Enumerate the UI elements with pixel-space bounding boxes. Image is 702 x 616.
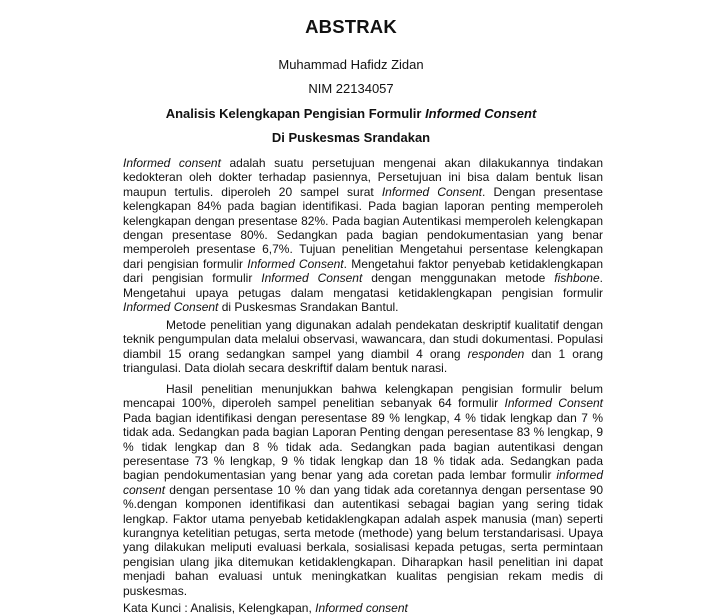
abstract-paragraph-3: [123, 382, 603, 598]
text-segment: Hasil penelitian menunjukkan bahwa kelengkapan pengisian formulir belum mencapai 100%, diperoleh sampel penelitian sebanyak 64 formulir: [123, 382, 603, 411]
text-segment: . Mengetahui faktor penyebab ketidaklengkapan dari pengisian formulir: [123, 256, 604, 286]
page-title: ABSTRAK: [305, 16, 397, 37]
italic-term: responden: [467, 346, 525, 361]
italic-term: Informed Consent: [261, 271, 363, 286]
thesis-title-line2: Di Puskesmas Srandakan: [271, 130, 431, 145]
italic-term: Informed Consent: [247, 256, 344, 271]
abstract-paragraph-2: [123, 318, 603, 376]
keywords-italic: Informed consent: [315, 601, 408, 615]
text-segment: Metode penelitian yang digunakan adalah pendekatan deskriptif kualitatif dengan teknik pengumpulan data melalui observasi, wawancara, dan studi dokumentasi. Populasi diambil 15 orang sedangkan sampel yang diambil 4 orang: [123, 318, 603, 361]
text-segment: adalah suatu persetujuan mengenai akan dilakukannya tindakan kedokteran oleh dokter terhadap pasiennya, Persetujuan ini bisa dalam bentuk lisan maupun tertulis. diperoleh 20 sampel surat: [123, 156, 603, 199]
text-segment: . Dengan presentase kelengkapan 84% pada bagian identifikasi. Pada bagian laporan penting memperoleh kelengkapan dengan presentase 82%. Pada bagian Autentikasi memperoleh kelengkapan dengan presentase 80%. Sedangkan pada bagian pendokumentasian yang benar memperoleh presentase 6,7%. Tujuan penelitian Mengetahui persentase kelengkapan dari pengisian formulir: [123, 184, 603, 271]
italic-term: Informed Consent: [504, 396, 603, 411]
text-segment: Pada bagian identifikasi dengan peresentase 89 % lengkap, 4 % tidak lengkap dan 7 % tidak ada. Sedangkan pada bagian Laporan Penting dengan peresentase 83 % lengkap, 9 % tidak lengkap dan 8 % tidak ada. Sedangkan pada bagian autentikasi dengan peresentase 73 % lengkap, 9 % tidak lengkap dan 18 % tidak ada. Sedangkan pada bagian pendokumentasian yang benar yang ada coretan pada lembar formulir: [123, 410, 603, 483]
italic-term: informed consent: [123, 468, 603, 497]
text-segment: . Mengetahui upaya petugas dalam mengatasi ketidaklengkapan pengisian formulir: [123, 271, 603, 300]
italic-term: Informed Consent: [123, 300, 219, 315]
abstract-paragraph-1: [123, 156, 603, 314]
thesis-title-plain: Analisis Kelengkapan Pengisian Formulir: [165, 106, 426, 121]
keywords: [123, 601, 603, 615]
text-segment: di Puskesmas Srandakan Bantul.: [218, 300, 399, 315]
italic-term: Informed Consent: [381, 184, 482, 199]
keywords-plain: Kata Kunci : Analisis, Kelengkapan,: [123, 601, 316, 615]
text-segment: dengan menggunakan metode: [362, 271, 555, 286]
italic-term: fishbone: [554, 271, 600, 286]
text-segment: dan 1 orang triangulasi. Data diolah secara deskriftif dalam bentuk narasi.: [123, 346, 603, 376]
student-id: NIM 22134057: [308, 81, 394, 96]
thesis-title-italic: Informed Consent: [425, 106, 537, 121]
author-name: Muhammad Hafidz Zidan: [278, 57, 424, 72]
italic-term: Informed consent: [123, 156, 221, 170]
thesis-title-line1: [0, 106, 702, 121]
text-segment: dengan persentase 10 % dan yang tidak ada coretannya dengan persentase 90 %.dengan komponen identifikasi dan autentikasi sebagai bagian yang sering tidak lengkap. Faktor utama penyebab ketidaklengkapan adalah aspek manusia (man) seperti kurangnya ketelitian petugas, serta metode (methode) yang belum terstandarisasi. Upaya yang dilakukan meliputi evaluasi berkala, sosialisasi kepada petugas, serta permintaan pengisian ulang jika ditemukan ketidaklengkapan. Diharapkan hasil penelitian ini dapat menjadi bahan evaluasi untuk meningkatkan kualitas pengisian rekam medis di puskesmas.: [123, 482, 603, 598]
